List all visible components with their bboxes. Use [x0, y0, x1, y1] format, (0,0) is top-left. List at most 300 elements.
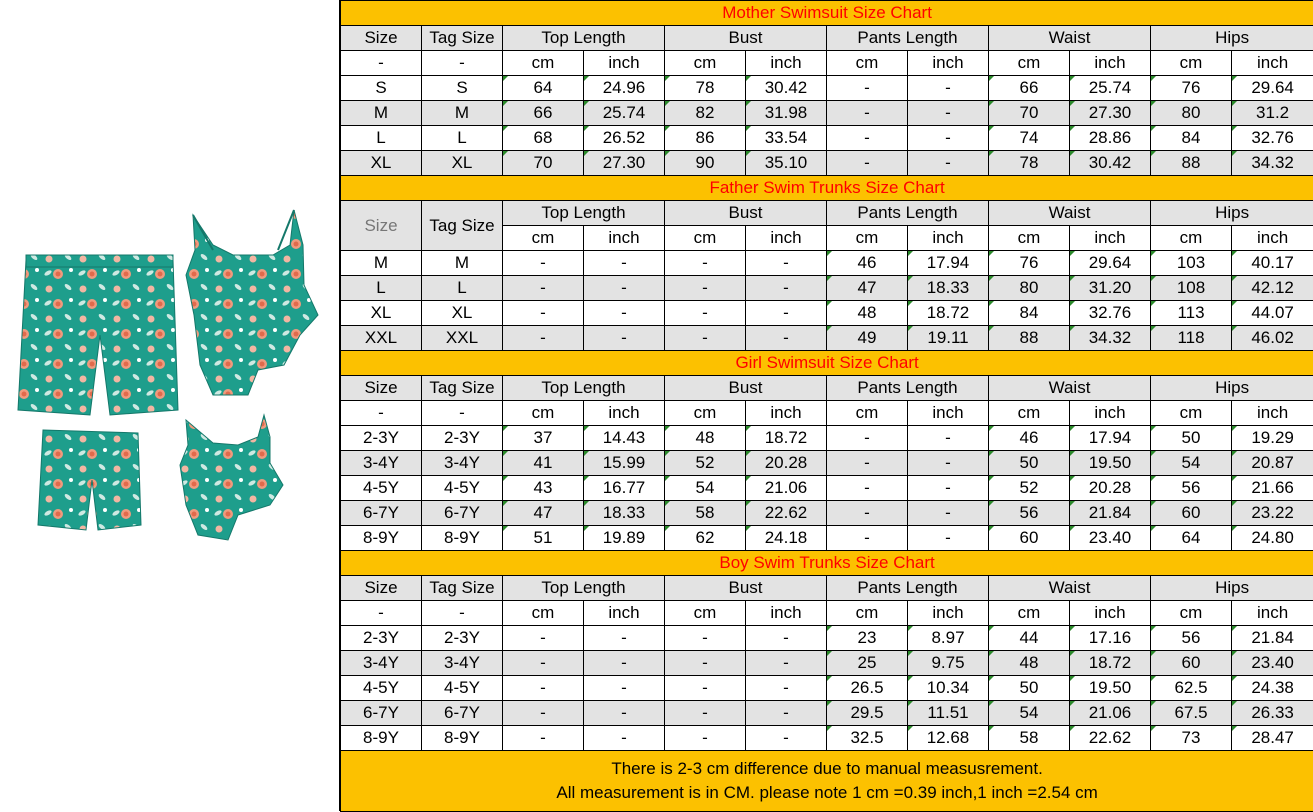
table-cell: 42.12	[1232, 276, 1313, 301]
column-header: Bust	[665, 201, 827, 226]
table-cell: 35.10	[746, 151, 827, 176]
unit-cell: cm	[827, 226, 908, 251]
table-cell: M	[341, 251, 422, 276]
unit-cell: inch	[584, 601, 665, 626]
table-cell: -	[503, 301, 584, 326]
table-cell: 4-5Y	[341, 676, 422, 701]
table-row	[341, 476, 1313, 501]
table-cell: XXL	[341, 326, 422, 351]
table-cell: 8-9Y	[341, 726, 422, 751]
table-cell: 48	[989, 651, 1070, 676]
table-cell: 30.42	[746, 76, 827, 101]
unit-cell: inch	[584, 401, 665, 426]
table-cell: 2-3Y	[422, 426, 503, 451]
table-cell: 78	[989, 151, 1070, 176]
unit-row	[341, 51, 1313, 76]
table-cell: 34.32	[1232, 151, 1313, 176]
table-cell: 18.72	[746, 426, 827, 451]
table-cell: -	[665, 626, 746, 651]
table-cell: 84	[989, 301, 1070, 326]
note-line-1: There is 2-3 cm difference due to manual measusrement.	[341, 757, 1313, 781]
table-cell: 21.84	[1070, 501, 1151, 526]
table-cell: 48	[827, 301, 908, 326]
table-cell: 26.52	[584, 126, 665, 151]
table-cell: 29.64	[1070, 251, 1151, 276]
table-cell: -	[584, 276, 665, 301]
table-cell: 44.07	[1232, 301, 1313, 326]
unit-cell: inch	[584, 226, 665, 251]
table-cell: S	[341, 76, 422, 101]
table-cell: 25.74	[584, 101, 665, 126]
table-row	[341, 326, 1313, 351]
table-cell: -	[908, 476, 989, 501]
table-row	[341, 526, 1313, 551]
unit-cell: inch	[746, 601, 827, 626]
unit-cell: inch	[1070, 226, 1151, 251]
table-cell: 56	[1151, 626, 1232, 651]
table-cell: 16.77	[584, 476, 665, 501]
table-cell: 27.30	[1070, 101, 1151, 126]
unit-cell: cm	[989, 401, 1070, 426]
table-cell: 24.80	[1232, 526, 1313, 551]
unit-cell: -	[341, 51, 422, 76]
table-cell: 74	[989, 126, 1070, 151]
note-line-2: All measurement is in CM. please note 1 cm =0.39 inch,1 inch =2.54 cm	[341, 781, 1313, 805]
unit-cell: cm	[665, 51, 746, 76]
table-cell: -	[584, 651, 665, 676]
table-cell: 73	[1151, 726, 1232, 751]
section-title: Father Swim Trunks Size Chart	[341, 176, 1313, 201]
unit-cell: cm	[503, 601, 584, 626]
column-header: Hips	[1151, 376, 1313, 401]
table-cell: 20.28	[1070, 476, 1151, 501]
column-header: Size	[341, 576, 422, 601]
table-cell: 56	[1151, 476, 1232, 501]
column-header: Waist	[989, 26, 1151, 51]
table-cell: 8-9Y	[422, 726, 503, 751]
table-cell: 8-9Y	[341, 526, 422, 551]
table-cell: -	[746, 676, 827, 701]
table-cell: 66	[503, 101, 584, 126]
column-header: Tag Size	[422, 576, 503, 601]
table-cell: -	[827, 526, 908, 551]
table-cell: 20.87	[1232, 451, 1313, 476]
table-cell: 58	[989, 726, 1070, 751]
table-cell: -	[665, 301, 746, 326]
column-header: Hips	[1151, 26, 1313, 51]
table-cell: -	[503, 326, 584, 351]
measurement-note	[341, 751, 1313, 812]
unit-cell: inch	[746, 401, 827, 426]
table-row	[341, 651, 1313, 676]
table-cell: 23.40	[1232, 651, 1313, 676]
table-cell: 11.51	[908, 701, 989, 726]
table-cell: 52	[989, 476, 1070, 501]
table-cell: 47	[827, 276, 908, 301]
table-cell: 32.76	[1070, 301, 1151, 326]
table-cell: 90	[665, 151, 746, 176]
unit-cell: cm	[503, 401, 584, 426]
table-cell: 19.29	[1232, 426, 1313, 451]
table-cell: -	[827, 476, 908, 501]
table-cell: 8.97	[908, 626, 989, 651]
table-cell: -	[827, 451, 908, 476]
table-row	[341, 276, 1313, 301]
unit-cell: cm	[503, 51, 584, 76]
table-cell: 64	[1151, 526, 1232, 551]
section-title-row	[341, 176, 1313, 201]
table-cell: L	[341, 126, 422, 151]
table-cell: 26.33	[1232, 701, 1313, 726]
table-cell: -	[584, 251, 665, 276]
table-cell: 22.62	[746, 501, 827, 526]
table-row	[341, 126, 1313, 151]
table-cell: 64	[503, 76, 584, 101]
table-cell: -	[584, 626, 665, 651]
section-title: Girl Swimsuit Size Chart	[341, 351, 1313, 376]
table-cell: -	[827, 426, 908, 451]
table-cell: 50	[989, 676, 1070, 701]
size-chart	[340, 0, 1313, 811]
unit-cell: inch	[746, 51, 827, 76]
table-row	[341, 701, 1313, 726]
table-cell: 54	[989, 701, 1070, 726]
note-row	[341, 751, 1313, 812]
table-cell: 44	[989, 626, 1070, 651]
table-cell: 9.75	[908, 651, 989, 676]
table-cell: -	[503, 651, 584, 676]
table-cell: 60	[1151, 651, 1232, 676]
table-cell: 80	[989, 276, 1070, 301]
table-cell: -	[908, 126, 989, 151]
table-cell: 21.06	[1070, 701, 1151, 726]
unit-cell: inch	[1232, 51, 1313, 76]
table-row	[341, 726, 1313, 751]
unit-cell: -	[422, 601, 503, 626]
table-cell: -	[665, 326, 746, 351]
girl-swimsuit	[180, 415, 283, 540]
unit-cell: cm	[1151, 401, 1232, 426]
table-cell: 28.86	[1070, 126, 1151, 151]
table-cell: 25	[827, 651, 908, 676]
table-cell: 28.47	[1232, 726, 1313, 751]
table-cell: 19.50	[1070, 451, 1151, 476]
column-header-row	[341, 376, 1313, 401]
table-cell: -	[746, 651, 827, 676]
table-cell: -	[908, 101, 989, 126]
unit-row	[341, 401, 1313, 426]
unit-cell: cm	[827, 51, 908, 76]
table-cell: -	[503, 676, 584, 701]
table-cell: 43	[503, 476, 584, 501]
table-cell: 31.20	[1070, 276, 1151, 301]
table-cell: 23	[827, 626, 908, 651]
table-cell: -	[665, 726, 746, 751]
table-cell: -	[746, 726, 827, 751]
table-cell: 113	[1151, 301, 1232, 326]
table-cell: 19.11	[908, 326, 989, 351]
table-cell: 3-4Y	[341, 451, 422, 476]
table-cell: 27.30	[584, 151, 665, 176]
table-cell: 6-7Y	[341, 501, 422, 526]
table-cell: XXL	[422, 326, 503, 351]
table-cell: 56	[989, 501, 1070, 526]
unit-cell: inch	[1232, 401, 1313, 426]
table-cell: 22.62	[1070, 726, 1151, 751]
table-cell: -	[665, 701, 746, 726]
table-cell: 23.22	[1232, 501, 1313, 526]
table-cell: 62	[665, 526, 746, 551]
unit-cell: cm	[665, 401, 746, 426]
table-row	[341, 426, 1313, 451]
table-cell: 58	[665, 501, 746, 526]
table-cell: 82	[665, 101, 746, 126]
unit-cell: inch	[908, 401, 989, 426]
table-cell: L	[422, 276, 503, 301]
table-cell: 24.38	[1232, 676, 1313, 701]
table-row	[341, 451, 1313, 476]
table-cell: 21.66	[1232, 476, 1313, 501]
unit-cell: -	[341, 601, 422, 626]
table-cell: 25.74	[1070, 76, 1151, 101]
table-row	[341, 676, 1313, 701]
table-cell: -	[827, 126, 908, 151]
column-header: Bust	[665, 576, 827, 601]
table-cell: 118	[1151, 326, 1232, 351]
product-image	[8, 205, 333, 550]
table-cell: 50	[989, 451, 1070, 476]
unit-cell: cm	[989, 601, 1070, 626]
unit-cell: inch	[584, 51, 665, 76]
column-header: Top Length	[503, 201, 665, 226]
table-cell: S	[422, 76, 503, 101]
table-cell: 60	[1151, 501, 1232, 526]
unit-cell: cm	[827, 401, 908, 426]
table-cell: 76	[1151, 76, 1232, 101]
table-row	[341, 151, 1313, 176]
table-cell: 62.5	[1151, 676, 1232, 701]
unit-cell: cm	[1151, 226, 1232, 251]
table-cell: -	[584, 326, 665, 351]
table-cell: L	[422, 126, 503, 151]
table-cell: 17.94	[1070, 426, 1151, 451]
table-cell: 54	[1151, 451, 1232, 476]
table-cell: 34.32	[1070, 326, 1151, 351]
unit-cell: -	[341, 401, 422, 426]
unit-cell: -	[422, 401, 503, 426]
table-cell: 26.5	[827, 676, 908, 701]
table-cell: -	[503, 701, 584, 726]
table-cell: -	[665, 276, 746, 301]
table-cell: -	[827, 151, 908, 176]
column-header-row	[341, 201, 1313, 226]
table-cell: 12.68	[908, 726, 989, 751]
table-cell: 21.06	[746, 476, 827, 501]
section-title: Boy Swim Trunks Size Chart	[341, 551, 1313, 576]
unit-cell: cm	[665, 226, 746, 251]
table-cell: 19.89	[584, 526, 665, 551]
table-cell: 19.50	[1070, 676, 1151, 701]
table-cell: 33.54	[746, 126, 827, 151]
table-cell: 18.72	[1070, 651, 1151, 676]
unit-cell: inch	[908, 226, 989, 251]
table-cell: 18.72	[908, 301, 989, 326]
table-cell: 23.40	[1070, 526, 1151, 551]
unit-cell: cm	[1151, 601, 1232, 626]
table-cell: 3-4Y	[341, 651, 422, 676]
table-cell: -	[665, 251, 746, 276]
product-image-panel	[0, 0, 340, 811]
unit-cell: inch	[1232, 226, 1313, 251]
table-cell: -	[503, 726, 584, 751]
table-cell: 46	[827, 251, 908, 276]
unit-cell: cm	[665, 601, 746, 626]
unit-cell: cm	[1151, 51, 1232, 76]
table-row	[341, 626, 1313, 651]
table-cell: 4-5Y	[422, 676, 503, 701]
table-cell: 2-3Y	[341, 626, 422, 651]
table-cell: 52	[665, 451, 746, 476]
table-cell: 20.28	[746, 451, 827, 476]
table-cell: -	[503, 626, 584, 651]
column-header: Hips	[1151, 576, 1313, 601]
size-chart-table	[340, 0, 1313, 812]
table-cell: 86	[665, 126, 746, 151]
unit-row	[341, 601, 1313, 626]
table-row	[341, 301, 1313, 326]
table-cell: XL	[341, 151, 422, 176]
column-header: Bust	[665, 26, 827, 51]
unit-cell: inch	[1232, 601, 1313, 626]
table-cell: 3-4Y	[422, 651, 503, 676]
table-cell: -	[746, 276, 827, 301]
table-cell: 66	[989, 76, 1070, 101]
table-cell: 78	[665, 76, 746, 101]
table-cell: -	[908, 76, 989, 101]
table-row	[341, 501, 1313, 526]
table-cell: -	[908, 501, 989, 526]
table-cell: 17.94	[908, 251, 989, 276]
father-trunks	[18, 260, 178, 415]
table-cell: -	[908, 151, 989, 176]
table-cell: 14.43	[584, 426, 665, 451]
table-cell: -	[746, 326, 827, 351]
table-cell: 60	[989, 526, 1070, 551]
table-cell: 67.5	[1151, 701, 1232, 726]
table-cell: -	[584, 701, 665, 726]
table-cell: -	[746, 251, 827, 276]
unit-cell: inch	[908, 601, 989, 626]
table-cell: XL	[422, 151, 503, 176]
table-cell: -	[584, 676, 665, 701]
table-cell: 76	[989, 251, 1070, 276]
table-cell: 18.33	[908, 276, 989, 301]
table-cell: -	[827, 101, 908, 126]
table-row	[341, 251, 1313, 276]
table-cell: M	[341, 101, 422, 126]
table-cell: 4-5Y	[341, 476, 422, 501]
boy-trunks	[38, 430, 141, 530]
table-cell: -	[827, 501, 908, 526]
section-title-row	[341, 1, 1313, 26]
table-cell: 29.5	[827, 701, 908, 726]
unit-cell: inch	[746, 226, 827, 251]
column-header-row	[341, 26, 1313, 51]
table-cell: 2-3Y	[341, 426, 422, 451]
column-header: Waist	[989, 376, 1151, 401]
table-cell: -	[746, 301, 827, 326]
table-cell: -	[908, 426, 989, 451]
table-cell: 103	[1151, 251, 1232, 276]
section-title: Mother Swimsuit Size Chart	[341, 1, 1313, 26]
column-header: Top Length	[503, 376, 665, 401]
column-header: Pants Length	[827, 201, 989, 226]
column-header-row	[341, 576, 1313, 601]
unit-cell: cm	[503, 226, 584, 251]
table-cell: 70	[989, 101, 1070, 126]
table-cell: 70	[503, 151, 584, 176]
table-cell: -	[584, 301, 665, 326]
table-cell: 47	[503, 501, 584, 526]
table-cell: 17.16	[1070, 626, 1151, 651]
table-cell: 24.18	[746, 526, 827, 551]
table-cell: 4-5Y	[422, 476, 503, 501]
table-cell: 54	[665, 476, 746, 501]
unit-cell: inch	[908, 51, 989, 76]
table-cell: 88	[1151, 151, 1232, 176]
table-cell: -	[665, 676, 746, 701]
column-header: Pants Length	[827, 576, 989, 601]
table-cell: -	[827, 76, 908, 101]
table-cell: L	[341, 276, 422, 301]
unit-cell: cm	[827, 601, 908, 626]
table-cell: 15.99	[584, 451, 665, 476]
table-cell: XL	[341, 301, 422, 326]
table-cell: 31.2	[1232, 101, 1313, 126]
column-header: Size	[341, 201, 422, 251]
table-cell: 6-7Y	[422, 701, 503, 726]
column-header: Top Length	[503, 576, 665, 601]
unit-cell: inch	[1070, 601, 1151, 626]
table-cell: 18.33	[584, 501, 665, 526]
column-header: Pants Length	[827, 26, 989, 51]
table-cell: 51	[503, 526, 584, 551]
column-header: Tag Size	[422, 201, 503, 251]
table-cell: 50	[1151, 426, 1232, 451]
table-cell: -	[746, 701, 827, 726]
table-cell: 41	[503, 451, 584, 476]
table-cell: 2-3Y	[422, 626, 503, 651]
table-cell: 88	[989, 326, 1070, 351]
table-cell: -	[503, 276, 584, 301]
column-header: Size	[341, 376, 422, 401]
table-cell: M	[422, 101, 503, 126]
table-cell: 29.64	[1232, 76, 1313, 101]
table-cell: 6-7Y	[422, 501, 503, 526]
table-cell: 84	[1151, 126, 1232, 151]
table-cell: 32.5	[827, 726, 908, 751]
table-cell: 48	[665, 426, 746, 451]
table-cell: 108	[1151, 276, 1232, 301]
table-cell: 3-4Y	[422, 451, 503, 476]
column-header: Hips	[1151, 201, 1313, 226]
unit-cell: inch	[1070, 51, 1151, 76]
table-cell: XL	[422, 301, 503, 326]
table-cell: -	[584, 726, 665, 751]
table-cell: 49	[827, 326, 908, 351]
table-cell: 21.84	[1232, 626, 1313, 651]
table-cell: 46.02	[1232, 326, 1313, 351]
